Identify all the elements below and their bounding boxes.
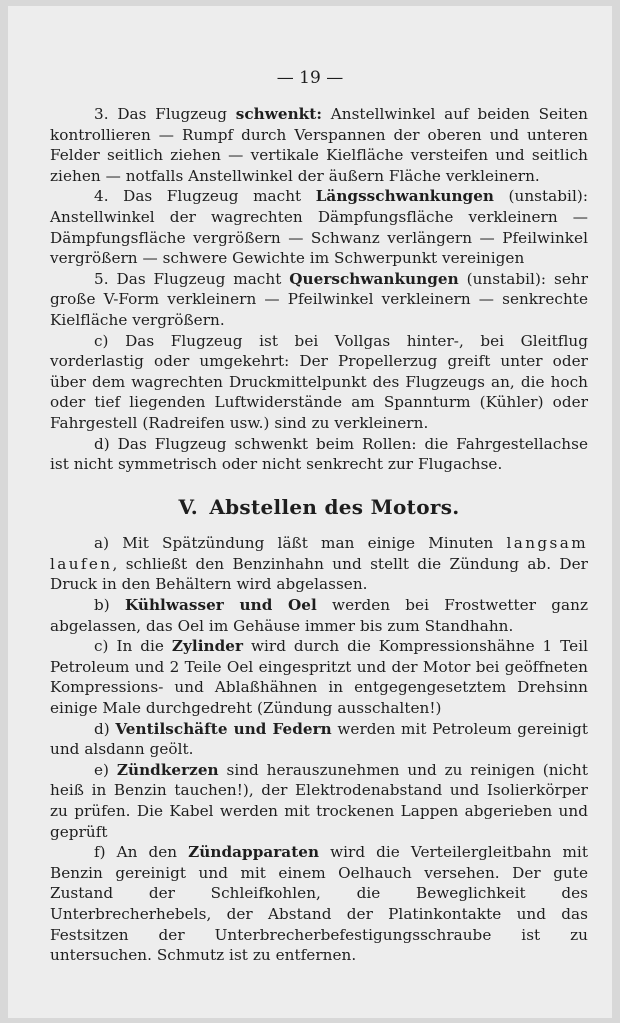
paragraph-a	[50, 533, 588, 595]
bold-term: Kühlwasser und Oel	[124, 596, 317, 615]
text: wird die Verteilergleitbahn mit Benzin gereinigt und mit einem Oelhauch versehen. Der gute Zustand der Schleifkohlen, die Beweglichkeit des Unterbrecherhebels, der Abstand der Platinkontakte und das Festsitzen der Unterbrecherbefestigungsschraube ist zu untersuchen. Schmutz ist zu entfernen.	[50, 843, 588, 965]
bold-term: Längsschwankungen	[315, 187, 495, 206]
text: wird durch die Kompressionshähne 1 Teil Petroleum und 2 Teile Oel eingespritzt und der Motor bei geöffneten Kompressions- und Ablaßhähnen in entgegengesetztem Drehsinn einige Male durchgedreht (Zündung ausschalten!)	[50, 637, 589, 718]
text: werden mit Petroleum gereinigt und alsdann geölt.	[50, 719, 588, 759]
paragraph-f	[50, 842, 588, 966]
text: a) Mit Spätzündung läßt man einige Minuten	[94, 534, 507, 553]
heading-title: Abstellen des Motors.	[209, 494, 460, 519]
text: f) An den	[94, 843, 189, 862]
text: (unstabil): sehr große V-Form verkleinern — Pfeilwinkel verkleinern — senkrechte Kielfläche vergrößern.	[50, 269, 589, 329]
bold-term: schwenkt:	[235, 105, 322, 123]
bold-term: Ventilschäfte und Federn	[115, 719, 332, 738]
paragraph-c: c) Das Flugzeug ist bei Vollgas hinter-, bei Gleitflug vorderlastig oder umgekehrt: Der Propellerzug greift unter oder über dem wagrechten Druckmittelpunkt des Flugzeugs an, die hoch oder tief liegenden Luftwiderstände am Spannturm (Kühler) oder Fahrgestell (Radreifen usw.) sind zu verkleinern.	[50, 331, 588, 432]
heading-number: V.	[178, 494, 199, 519]
text: (unstabil): Anstellwinkel der wagrechten Dämpfungsfläche verkleinern — Dämpfungsfläche vergrößern — Schwanz verlängern — Pfeilwinkel vergrößern — schwere Gewichte im Schwerpunkt vereinigen	[50, 187, 588, 268]
bold-term: Zündkerzen	[116, 760, 219, 779]
spaced-term: langsam laufen	[50, 534, 588, 573]
text: 3. Das Flugzeug	[94, 105, 236, 123]
paragraph-d: d) Das Flugzeug schwenkt beim Rollen: die Fahrgestellachse ist nicht symmetrisch oder nicht senkrecht zur Flugachse.	[50, 434, 588, 474]
paragraph-e	[50, 760, 588, 842]
text: , schließt den Benzinhahn und stellt die Zündung ab. Der Druck in den Behältern wird abgelassen.	[50, 554, 588, 594]
text: 4. Das Flugzeug macht	[94, 187, 316, 206]
paragraph-c2	[50, 636, 588, 718]
text: d)	[94, 719, 116, 738]
section-heading	[50, 494, 588, 519]
text: c) In die	[94, 637, 172, 656]
text: werden bei Frostwetter ganz abgelassen, das Oel im Gehäuse immer bis zum Standhahn.	[50, 596, 588, 635]
paragraph-3	[50, 104, 588, 186]
text: e)	[94, 760, 117, 779]
text: b)	[94, 596, 125, 615]
bold-term: Zylinder	[171, 637, 244, 656]
page-content	[50, 104, 588, 966]
paragraph-4	[50, 186, 588, 268]
paragraph-5	[50, 269, 588, 331]
bold-term: Zündapparaten	[188, 843, 320, 862]
text: sind herauszunehmen und zu reinigen (nicht heiß in Benzin tauchen!), der Elektrodenabstand und Isolierkörper zu prüfen. Die Kabel werden mit trockenen Lappen abgerieben und geprüft	[50, 760, 588, 841]
text: 5. Das Flugzeug macht	[94, 269, 290, 288]
page-number: — 19 —	[276, 68, 344, 88]
book-page	[8, 6, 612, 1018]
paragraph-b	[50, 595, 588, 636]
text: Anstellwinkel auf beiden Seiten kontrollieren — Rumpf durch Verspannen der oberen und unteren Felder seitlich ziehen — vertikale Kielfläche versteifen und seitlich ziehen — notfalls Anstellwinkel der äußern Fläche verkleinern.	[50, 105, 588, 185]
paragraph-d2	[50, 719, 588, 760]
bold-term: Querschwankungen	[289, 269, 459, 288]
